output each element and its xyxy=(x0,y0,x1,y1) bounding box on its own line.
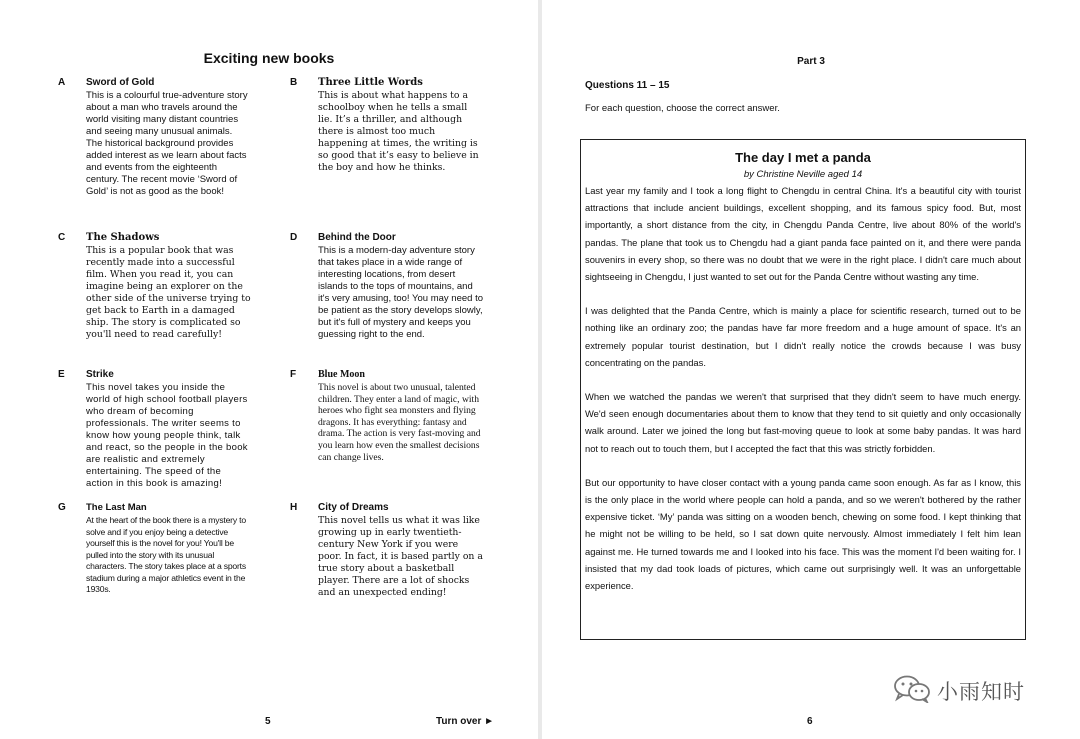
book-letter: E xyxy=(58,369,65,380)
book-description: This is about what happens to a schoolboy when he tells a small lie. It’s a thriller, and although there is almost too much happening at times, the writing is so good that it’s easy to believe in the boy and how he thinks. xyxy=(318,90,479,173)
article-title: The day I met a panda xyxy=(735,150,871,165)
book-description: This is a modern-day adventure story that takes place in a wide range of interesting locations, from desert islands to the tops of mountains, and it's very amusing, too! You may need to be patient as the story develops slowly, but it's full of mystery and keeps you guessing right to the end. xyxy=(318,245,483,340)
page-number: 5 xyxy=(265,716,271,727)
turn-over-label: Turn over ► xyxy=(436,716,495,727)
book-entry-f xyxy=(290,369,518,463)
article-byline: by Christine Neville aged 14 xyxy=(743,169,863,180)
book-title: City of Dreams xyxy=(318,502,389,513)
watermark-text: 小雨知时 xyxy=(937,680,1025,704)
book-entry-h xyxy=(290,502,518,599)
article-paragraph: I was delighted that the Panda Centre, which is mainly a place for scientific research, turned out to be nothing like an ordinary zoo; the pandas have far more freedom and a huge amount of space. It's an extremely popular tourist destination, but I didn't really notice the crowds because I was busy concentrating on the pandas. xyxy=(585,305,1021,368)
book-description: This novel takes you inside the world of high school football players who dream of becoming professionals. The writer seems to know how young people think, talk and react, so the people in the book are realistic and extremely entertaining. The speed of the action in this book is amazing! xyxy=(86,382,248,489)
article-paragraph: Last year my family and I took a long flight to Chengdu in central China. It's a beautiful city with tourist attractions that include ancient buildings, excellent shopping, and its famous spicy food. But, most importantly, a short distance from the city, in Chengdu Panda Centre, live about 80% of the world's pandas. The plane that took us to Chengdu had a giant panda face painted on it, and there were panda souvenirs in every shop, so there was no doubt that we were in the right place. I didn't care much about sightseeing in Chengdu, I just wanted to set out for the Panda Centre without wasting any time. xyxy=(585,185,1021,283)
book-title: Three Little Words xyxy=(318,77,423,88)
book-description: This is a colourful true-adventure story about a man who travels around the world visiting many distant countries and seeing many unusual animals. The historical background provides added interest as we learn about facts and events from the eighteenth century. The recent movie ‘Sword of Gold’ is not as good as the book! xyxy=(86,90,248,197)
article-box xyxy=(580,139,1026,640)
watermark xyxy=(893,676,1025,706)
book-letter: F xyxy=(290,369,297,380)
book-entry-c xyxy=(58,232,286,341)
book-letter: B xyxy=(290,77,298,88)
questions-heading: Questions 11 – 15 xyxy=(585,80,670,91)
book-letter: C xyxy=(58,232,66,243)
book-letter: A xyxy=(58,77,66,88)
left-page xyxy=(0,0,538,739)
book-entry-b xyxy=(290,77,518,174)
part-label: Part 3 xyxy=(797,56,825,67)
article-paragraph: But our opportunity to have closer contact with a young panda came soon enough. As far as I know, this is the only place in the world where people can hold a panda, and so we weren't bothered by the rather expensive ticket. ‘My’ panda was sitting on a wooden bench, chewing on some food. I kept thinking that he might not be willing to be held, so I sat down quite nervously. Almost immediately I felt him lean against me. He turned towards me and I looked into his face. This was the moment I'd been waiting for. I insisted that my dad took loads of pictures, which came out surprisingly well. It was an unforgettable experience. xyxy=(585,476,1021,592)
book-title: Strike xyxy=(86,369,114,380)
book-letter: D xyxy=(290,232,298,243)
book-title: Sword of Gold xyxy=(86,77,155,88)
book-description: This is a popular book that was recently made into a successful film. When you read it, you can imagine being an explorer on the other side of the universe trying to get back to Earth in a damaged ship. The story is complicated so you'll need to read carefully! xyxy=(86,245,251,340)
book-description: This novel tells us what it was like growing up in early twentieth-century New York if you were poor. In fact, it is based partly on a true story about a basketball player. There are a lot of shocks and an unexpected ending! xyxy=(318,515,483,598)
book-description: This novel is about two unusual, talented children. They enter a land of magic, with heroes who fight sea monsters and flying dragons. It has everything: fantasy and drama. The action is very fast-moving and you learn how even the smallest decisions can change lives. xyxy=(318,382,481,463)
article-paragraph: When we watched the pandas we weren't that surprised that they didn't seem to have much energy. We'd seen enough documentaries about them to know that they tend to sit quietly and only occasionally walk around. Later we joined the long but fast-moving queue to look at some baby pandas. It was hard not to reach out to touch them, but I accepted the fact that this was strictly forbidden. xyxy=(585,391,1021,454)
book-entry-a xyxy=(58,77,286,198)
book-description: At the heart of the book there is a mystery to solve and if you enjoy being a detective yourself this is the novel for you! You'll be pulled into the story with its unusual characters. The story takes place at a sports stadium during a major athletics event in the 1930s. xyxy=(86,515,246,594)
book-entry-g xyxy=(58,502,286,596)
book-entry-e xyxy=(58,369,286,490)
book-letter: H xyxy=(290,502,298,513)
instruction-text: For each question, choose the correct answer. xyxy=(585,103,780,114)
page-number: 6 xyxy=(807,716,813,727)
book-entry-d xyxy=(290,232,518,341)
book-title: Behind the Door xyxy=(318,232,396,243)
book-title: The Last Man xyxy=(86,502,147,513)
book-title: Blue Moon xyxy=(318,369,365,380)
wechat-icon xyxy=(893,675,931,708)
right-page xyxy=(542,0,1080,739)
book-letter: G xyxy=(58,502,66,513)
page-title: Exciting new books xyxy=(203,50,335,66)
book-title: The Shadows xyxy=(86,232,160,243)
